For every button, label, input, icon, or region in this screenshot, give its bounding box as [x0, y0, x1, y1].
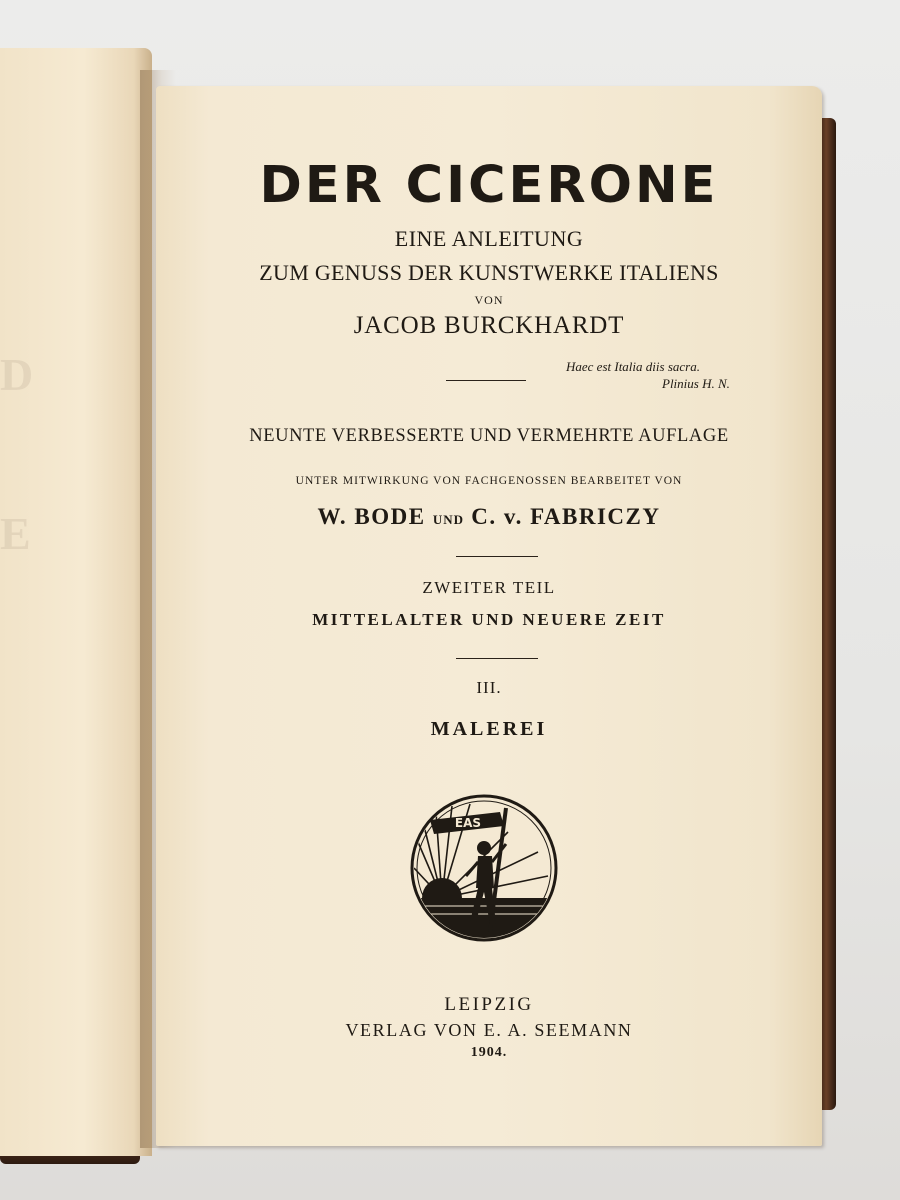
left-page	[0, 48, 152, 1156]
divider-rule	[456, 658, 538, 659]
publication-year: 1904.	[470, 1045, 508, 1060]
book-title: DER CICERONE	[259, 156, 719, 215]
section-number: III.	[476, 678, 502, 697]
epigraph	[566, 358, 730, 392]
subtitle-line-1: EINE ANLEITUNG	[394, 226, 584, 251]
section-title: MALEREI	[430, 718, 548, 740]
edition-statement: NEUNTE VERBESSERTE UND VERMEHRTE AUFLAGE	[249, 426, 729, 446]
period-label: MITTELALTER UND NEUERE ZEIT	[312, 610, 666, 629]
bleed-through-text: D E	[0, 349, 38, 559]
divider-rule	[446, 380, 526, 381]
divider-rule	[456, 556, 538, 557]
editors	[156, 504, 822, 530]
editor-2: C. v. FABRICZY	[471, 504, 661, 529]
by-label: VON	[474, 293, 504, 307]
logo-initials: EAS	[454, 816, 482, 830]
publisher-name: VERLAG VON E. A. SEEMANN	[345, 1020, 633, 1040]
editor-1: W. BODE	[317, 504, 426, 529]
publisher-emblem-icon	[408, 792, 560, 944]
and-label: UND	[432, 512, 464, 527]
subtitle-line-2: ZUM GENUSS DER KUNSTWERKE ITALIENS	[259, 260, 719, 285]
publication-city: LEIPZIG	[444, 994, 534, 1015]
part-label: ZWEITER TEIL	[422, 578, 556, 597]
epigraph-quote: Haec est Italia diis sacra.	[566, 359, 700, 374]
author-name: JACOB BURCKHARDT	[353, 312, 625, 339]
title-page	[156, 86, 822, 1146]
collaboration-statement: UNTER MITWIRKUNG VON FACHGENOSSEN BEARBEITET VON	[295, 475, 683, 487]
epigraph-source: Plinius H. N.	[662, 376, 730, 391]
